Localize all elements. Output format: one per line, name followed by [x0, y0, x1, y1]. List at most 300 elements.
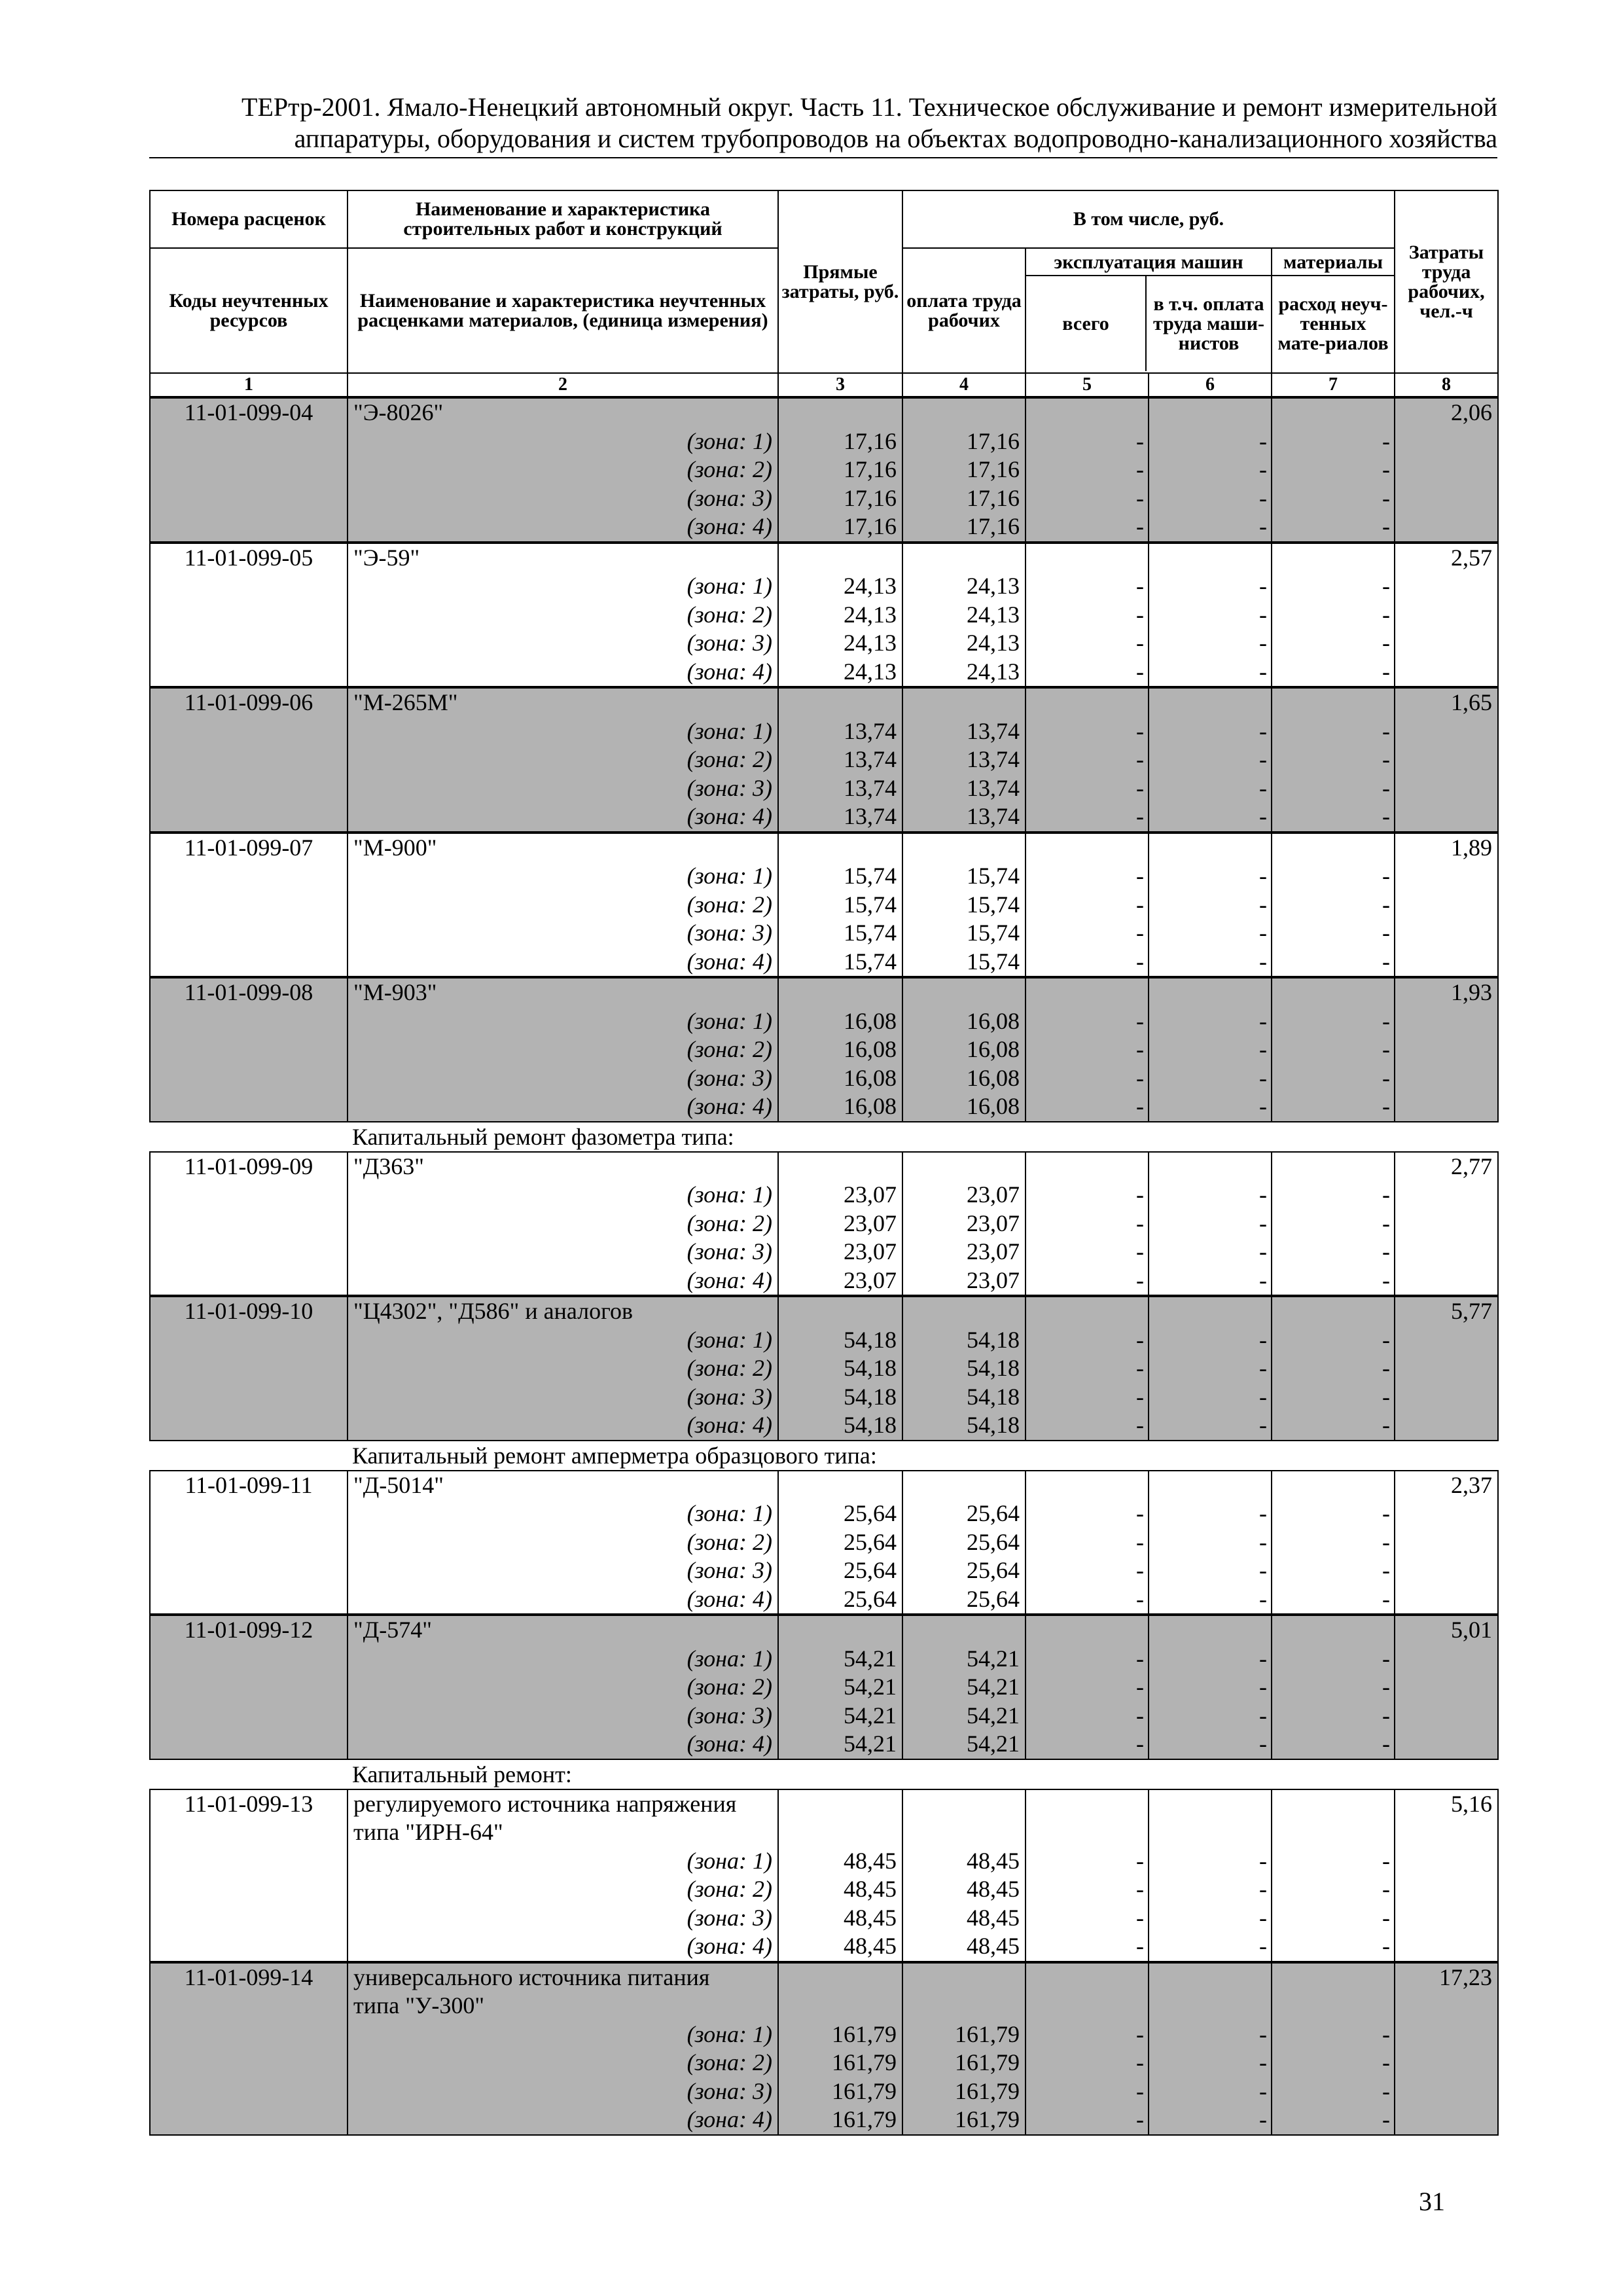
section-title: Капитальный ремонт:	[352, 1761, 572, 1787]
machinist-pay: -	[1149, 948, 1272, 977]
zone-row	[150, 1238, 1498, 1266]
worker-pay: 13,74	[902, 717, 1026, 746]
zone-label: (зона: 1)	[348, 1181, 778, 1210]
rates-body	[149, 397, 1497, 2136]
labor-costs	[1395, 2077, 1498, 2106]
rate-group	[149, 1615, 1499, 1760]
zone-row	[150, 1007, 1498, 1036]
rate-code	[150, 717, 348, 746]
materials-usage: -	[1272, 774, 1395, 803]
empty-cell	[902, 833, 1026, 863]
direct-costs: 54,21	[778, 1730, 902, 1759]
machines-total: -	[1026, 862, 1149, 891]
zone-label: (зона: 4)	[348, 802, 778, 832]
worker-pay: 17,16	[902, 512, 1026, 542]
machinist-pay: -	[1149, 891, 1272, 920]
col1-bottom-heading: Коды неучтенных ресурсов	[150, 248, 348, 373]
machinist-pay: -	[1149, 1645, 1272, 1674]
rates-sheet	[149, 190, 1497, 2136]
machines-total: -	[1026, 1702, 1149, 1731]
direct-costs-heading: Прямые затраты, руб.	[778, 190, 902, 373]
column-number: 6	[1149, 373, 1272, 397]
rate-code	[150, 1992, 348, 2020]
zone-row	[150, 802, 1498, 832]
rate-code: 11-01-099-13	[150, 1789, 348, 1819]
rate-code	[150, 427, 348, 456]
labor-costs	[1395, 629, 1498, 658]
materials-usage: -	[1272, 1064, 1395, 1093]
machinist-pay: -	[1149, 1354, 1272, 1383]
machines-total: -	[1026, 1181, 1149, 1210]
direct-costs: 15,74	[778, 891, 902, 920]
worker-pay: 16,08	[902, 1092, 1026, 1122]
rate-name: "М-265М"	[348, 688, 778, 717]
materials-usage: -	[1272, 1585, 1395, 1615]
rate-code	[150, 1556, 348, 1585]
direct-costs: 17,16	[778, 456, 902, 484]
labor-costs	[1395, 1383, 1498, 1412]
column-number: 3	[778, 373, 902, 397]
name-row	[150, 1297, 1498, 1326]
rate-code	[150, 1847, 348, 1876]
zone-row	[150, 1092, 1498, 1122]
rate-code	[150, 658, 348, 687]
labor-costs	[1395, 1064, 1498, 1093]
worker-pay: 54,18	[902, 1383, 1026, 1412]
machinist-pay: -	[1149, 1875, 1272, 1904]
zone-label: (зона: 1)	[348, 862, 778, 891]
zone-label: (зона: 1)	[348, 1645, 778, 1674]
machines-total-heading: всего	[1026, 276, 1147, 371]
rate-code: 11-01-099-09	[150, 1152, 348, 1181]
direct-costs: 17,16	[778, 512, 902, 542]
worker-pay: 24,13	[902, 572, 1026, 601]
rate-code	[150, 1354, 348, 1383]
materials-usage: -	[1272, 1092, 1395, 1122]
worker-pay: 54,21	[902, 1730, 1026, 1759]
materials-usage: -	[1272, 891, 1395, 920]
empty-cell	[778, 1471, 902, 1500]
worker-pay: 23,07	[902, 1181, 1026, 1210]
name-row	[150, 1818, 1498, 1847]
empty-cell	[1026, 688, 1149, 717]
column-number: 2	[348, 373, 778, 397]
zone-row	[150, 774, 1498, 803]
rate-name: "Э-8026"	[348, 398, 778, 427]
machines-total: -	[1026, 601, 1149, 630]
worker-pay: 17,16	[902, 484, 1026, 513]
empty-cell	[902, 978, 1026, 1007]
direct-costs: 15,74	[778, 862, 902, 891]
empty-cell	[1272, 978, 1395, 1007]
labor-costs	[1395, 1702, 1498, 1731]
labor-costs	[1395, 1556, 1498, 1585]
machinist-pay: -	[1149, 1673, 1272, 1702]
zone-row	[150, 862, 1498, 891]
labor-costs	[1395, 2049, 1498, 2077]
rate-code	[150, 1702, 348, 1731]
direct-costs: 54,21	[778, 1702, 902, 1731]
direct-costs: 54,18	[778, 1354, 902, 1383]
labor-costs: 1,65	[1395, 688, 1498, 717]
labor-costs: 17,23	[1395, 1963, 1498, 1992]
rate-code	[150, 1181, 348, 1210]
direct-costs: 48,45	[778, 1904, 902, 1933]
empty-cell	[1149, 978, 1272, 1007]
machines-total: -	[1026, 1528, 1149, 1557]
machinist-pay: -	[1149, 862, 1272, 891]
materials-usage: -	[1272, 1847, 1395, 1876]
labor-costs	[1395, 1818, 1498, 1847]
rate-code: 11-01-099-12	[150, 1615, 348, 1645]
materials-usage: -	[1272, 1645, 1395, 1674]
worker-pay: 25,64	[902, 1528, 1026, 1557]
machinist-pay: -	[1149, 802, 1272, 832]
rate-code	[150, 1499, 348, 1528]
rate-code	[150, 1035, 348, 1064]
machinist-pay: -	[1149, 1585, 1272, 1615]
rate-name: "М-903"	[348, 978, 778, 1007]
labor-costs	[1395, 891, 1498, 920]
worker-pay: 25,64	[902, 1499, 1026, 1528]
machines-total: -	[1026, 717, 1149, 746]
machines-total: -	[1026, 1064, 1149, 1093]
empty-cell	[1149, 398, 1272, 427]
zone-row	[150, 572, 1498, 601]
empty-cell	[778, 1615, 902, 1645]
materials-usage: -	[1272, 601, 1395, 630]
empty-cell	[902, 398, 1026, 427]
zone-row	[150, 1702, 1498, 1731]
labor-costs: 5,16	[1395, 1789, 1498, 1819]
machines-total: -	[1026, 1932, 1149, 1962]
empty-cell	[1149, 543, 1272, 573]
worker-pay: 48,45	[902, 1875, 1026, 1904]
direct-costs: 25,64	[778, 1556, 902, 1585]
labor-costs: 2,77	[1395, 1152, 1498, 1181]
empty-cell	[902, 1471, 1026, 1500]
rate-code: 11-01-099-08	[150, 978, 348, 1007]
machines-total: -	[1026, 1875, 1149, 1904]
rate-code	[150, 601, 348, 630]
worker-pay: 24,13	[902, 629, 1026, 658]
direct-costs: 161,79	[778, 2077, 902, 2106]
worker-pay: 23,07	[902, 1238, 1026, 1266]
rate-code	[150, 1092, 348, 1122]
direct-costs: 54,18	[778, 1326, 902, 1355]
rate-code	[150, 2106, 348, 2135]
direct-costs: 16,08	[778, 1092, 902, 1122]
zone-row	[150, 2077, 1498, 2106]
machines-total: -	[1026, 774, 1149, 803]
empty-cell	[1026, 543, 1149, 573]
zone-row	[150, 1354, 1498, 1383]
materials-usage: -	[1272, 1007, 1395, 1036]
column-number: 4	[902, 373, 1026, 397]
machines-total: -	[1026, 1904, 1149, 1933]
materials-usage: -	[1272, 1181, 1395, 1210]
empty-cell	[778, 1992, 902, 2020]
zone-row	[150, 1673, 1498, 1702]
machinist-pay: -	[1149, 2049, 1272, 2077]
zone-row	[150, 1730, 1498, 1759]
zone-row	[150, 2020, 1498, 2049]
labor-costs	[1395, 948, 1498, 977]
materials-usage: -	[1272, 1904, 1395, 1933]
empty-cell	[778, 398, 902, 427]
rate-code	[150, 629, 348, 658]
direct-costs: 54,21	[778, 1673, 902, 1702]
materials-usage: -	[1272, 802, 1395, 832]
name-row	[150, 1963, 1498, 1992]
machinist-pay: -	[1149, 774, 1272, 803]
labor-costs: 1,93	[1395, 978, 1498, 1007]
machinist-pay-heading: в т.ч. оплата труда маши-нистов	[1152, 293, 1264, 354]
labor-costs	[1395, 919, 1498, 948]
rate-code	[150, 1730, 348, 1759]
rate-code	[150, 1238, 348, 1266]
rate-group	[149, 1789, 1499, 1962]
section-title: Капитальный ремонт амперметра образцового типа:	[352, 1442, 877, 1469]
name-row	[150, 1152, 1498, 1181]
machinist-pay: -	[1149, 1210, 1272, 1238]
zone-row	[150, 1411, 1498, 1441]
rate-group	[149, 977, 1499, 1122]
labor-costs	[1395, 862, 1498, 891]
zone-label: (зона: 4)	[348, 1932, 778, 1962]
machines-heading: эксплуатация машин	[1026, 250, 1271, 276]
name-row	[150, 688, 1498, 717]
rate-name: регулируемого источника напряжения	[348, 1789, 778, 1819]
materials-usage: -	[1272, 1932, 1395, 1962]
machines-total: -	[1026, 1383, 1149, 1412]
labor-costs	[1395, 1210, 1498, 1238]
direct-costs: 17,16	[778, 484, 902, 513]
empty-cell	[1149, 1818, 1272, 1847]
zone-row	[150, 629, 1498, 658]
page-header	[149, 92, 1497, 154]
machinist-pay: -	[1149, 1266, 1272, 1296]
zone-label: (зона: 1)	[348, 1326, 778, 1355]
materials-usage: -	[1272, 1411, 1395, 1441]
empty-cell	[1272, 1963, 1395, 1992]
name-row	[150, 1789, 1498, 1819]
zone-label: (зона: 4)	[348, 512, 778, 542]
labor-costs	[1395, 1266, 1498, 1296]
zone-row	[150, 1326, 1498, 1355]
rate-code	[150, 1007, 348, 1036]
materials-usage: -	[1272, 745, 1395, 774]
zone-label: (зона: 2)	[348, 1035, 778, 1064]
zone-row	[150, 1035, 1498, 1064]
empty-cell	[1149, 833, 1272, 863]
zone-row	[150, 658, 1498, 687]
rate-name: "Э-59"	[348, 543, 778, 573]
zone-label: (зона: 2)	[348, 1354, 778, 1383]
machinist-pay: -	[1149, 512, 1272, 542]
empty-cell	[902, 1297, 1026, 1326]
direct-costs: 54,18	[778, 1411, 902, 1441]
materials-group-heading	[1272, 248, 1395, 373]
machinist-pay: -	[1149, 1904, 1272, 1933]
rate-group	[149, 1470, 1499, 1615]
worker-pay: 54,18	[902, 1411, 1026, 1441]
machinist-pay: -	[1149, 1383, 1272, 1412]
rate-code	[150, 1210, 348, 1238]
machines-total: -	[1026, 1354, 1149, 1383]
machines-total: -	[1026, 2049, 1149, 2077]
name-row	[150, 543, 1498, 573]
rate-name: "Д363"	[348, 1152, 778, 1181]
rate-code	[150, 2020, 348, 2049]
materials-usage: -	[1272, 1673, 1395, 1702]
rate-code	[150, 2077, 348, 2106]
materials-usage: -	[1272, 572, 1395, 601]
including-heading: В том числе, руб.	[902, 190, 1395, 248]
empty-cell	[1026, 1818, 1149, 1847]
worker-pay: 15,74	[902, 891, 1026, 920]
machinist-pay: -	[1149, 2020, 1272, 2049]
machinist-pay: -	[1149, 1181, 1272, 1210]
machines-total: -	[1026, 1499, 1149, 1528]
machines-total: -	[1026, 919, 1149, 948]
rate-name: "Д-5014"	[348, 1471, 778, 1500]
empty-cell	[1026, 1152, 1149, 1181]
machinist-pay: -	[1149, 572, 1272, 601]
empty-cell	[1026, 833, 1149, 863]
empty-cell	[902, 1818, 1026, 1847]
rate-code: 11-01-099-07	[150, 833, 348, 863]
worker-pay: 161,79	[902, 2077, 1026, 2106]
machinist-pay: -	[1149, 1499, 1272, 1528]
empty-cell	[1149, 1297, 1272, 1326]
materials-usage: -	[1272, 1730, 1395, 1759]
direct-costs: 161,79	[778, 2049, 902, 2077]
machinist-pay: -	[1149, 484, 1272, 513]
materials-usage: -	[1272, 1383, 1395, 1412]
rate-code: 11-01-099-05	[150, 543, 348, 573]
empty-cell	[1026, 978, 1149, 1007]
zone-row	[150, 512, 1498, 542]
empty-cell	[778, 543, 902, 573]
worker-pay: 24,13	[902, 658, 1026, 687]
worker-pay: 161,79	[902, 2049, 1026, 2077]
labor-costs	[1395, 2020, 1498, 2049]
col2-top-heading: Наименование и характеристика строительных работ и конструкций	[348, 190, 778, 248]
zone-row	[150, 456, 1498, 484]
materials-usage: -	[1272, 2020, 1395, 2049]
labor-costs	[1395, 1875, 1498, 1904]
zone-label: (зона: 1)	[348, 427, 778, 456]
machines-total: -	[1026, 1266, 1149, 1296]
direct-costs: 54,21	[778, 1645, 902, 1674]
page-number: 31	[1419, 2187, 1445, 2216]
worker-pay: 54,18	[902, 1354, 1026, 1383]
materials-usage: -	[1272, 1326, 1395, 1355]
rate-name: "Д-574"	[348, 1615, 778, 1645]
rate-code	[150, 1064, 348, 1093]
empty-cell	[1026, 1963, 1149, 1992]
rate-code	[150, 1932, 348, 1962]
machines-total: -	[1026, 1645, 1149, 1674]
zone-row	[150, 601, 1498, 630]
machinist-pay: -	[1149, 1556, 1272, 1585]
worker-pay: 54,21	[902, 1645, 1026, 1674]
rate-code	[150, 891, 348, 920]
empty-cell	[1026, 1992, 1149, 2020]
labor-costs: 2,57	[1395, 543, 1498, 573]
labor-costs	[1395, 484, 1498, 513]
zone-label: (зона: 1)	[348, 1499, 778, 1528]
labor-costs	[1395, 1354, 1498, 1383]
empty-cell	[778, 1297, 902, 1326]
rate-group	[149, 1296, 1499, 1441]
labor-costs	[1395, 1035, 1498, 1064]
rate-group	[149, 543, 1499, 688]
rate-code	[150, 1673, 348, 1702]
worker-pay: 48,45	[902, 1932, 1026, 1962]
machines-total: -	[1026, 1585, 1149, 1615]
empty-cell	[902, 543, 1026, 573]
empty-cell	[1272, 1789, 1395, 1819]
empty-cell	[1149, 1992, 1272, 2020]
rate-code	[150, 512, 348, 542]
materials-heading: материалы	[1272, 250, 1394, 276]
zone-label: (зона: 2)	[348, 601, 778, 630]
labor-costs	[1395, 717, 1498, 746]
rate-name: типа "ИРН-64"	[348, 1818, 778, 1847]
direct-costs: 23,07	[778, 1210, 902, 1238]
rate-code: 11-01-099-04	[150, 398, 348, 427]
zone-row	[150, 1383, 1498, 1412]
worker-pay: 13,74	[902, 802, 1026, 832]
zone-row	[150, 1499, 1498, 1528]
zone-label: (зона: 1)	[348, 717, 778, 746]
empty-cell	[1149, 1789, 1272, 1819]
zone-row	[150, 1064, 1498, 1093]
empty-cell	[1272, 398, 1395, 427]
name-row	[150, 978, 1498, 1007]
machinist-pay: -	[1149, 601, 1272, 630]
direct-costs: 24,13	[778, 658, 902, 687]
labor-costs	[1395, 774, 1498, 803]
zone-label: (зона: 3)	[348, 484, 778, 513]
rate-code	[150, 774, 348, 803]
name-row	[150, 833, 1498, 863]
worker-pay: 16,08	[902, 1035, 1026, 1064]
direct-costs: 54,18	[778, 1383, 902, 1412]
zone-row	[150, 1266, 1498, 1296]
zone-row	[150, 1585, 1498, 1615]
worker-pay: 48,45	[902, 1847, 1026, 1876]
zone-row	[150, 891, 1498, 920]
direct-costs: 24,13	[778, 572, 902, 601]
materials-usage: -	[1272, 1499, 1395, 1528]
materials-usage: -	[1272, 1266, 1395, 1296]
zone-label: (зона: 3)	[348, 1904, 778, 1933]
machinist-pay: -	[1149, 2077, 1272, 2106]
empty-cell	[1272, 1615, 1395, 1645]
empty-cell	[1026, 1615, 1149, 1645]
labor-costs: 5,77	[1395, 1297, 1498, 1326]
direct-costs: 17,16	[778, 427, 902, 456]
empty-cell	[1272, 543, 1395, 573]
rate-code	[150, 745, 348, 774]
direct-costs: 48,45	[778, 1932, 902, 1962]
name-row	[150, 1615, 1498, 1645]
direct-costs: 161,79	[778, 2020, 902, 2049]
machines-total: -	[1026, 745, 1149, 774]
